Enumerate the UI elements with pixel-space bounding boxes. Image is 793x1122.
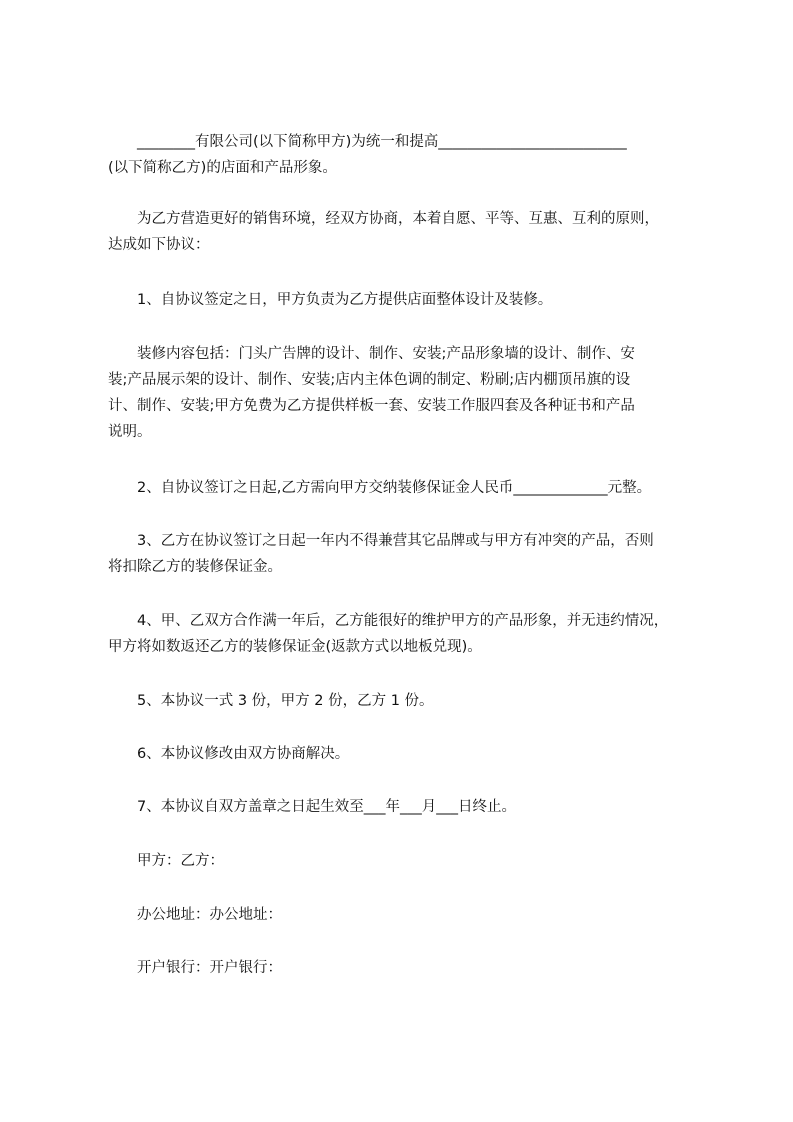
text-line: 1、自协议签定之日，甲方负责为乙方提供店面整体设计及装修。 <box>108 292 553 308</box>
text-line: 甲方将如数返还乙方的装修保证金(返款方式以地板兑现)。 <box>108 639 482 655</box>
text-line: 为乙方营造更好的销售环境，经双方协商，本着自愿、平等、互惠、互利的原则， <box>108 211 659 227</box>
clause-5 <box>108 688 708 714</box>
office-addresses <box>108 902 708 928</box>
text-line: 4、甲、乙双方合作满一年后，乙方能很好的维护甲方的产品形象，并无违约情况， <box>108 613 669 629</box>
clause-7 <box>108 794 708 820</box>
clause-1 <box>108 287 708 313</box>
text-line: 装修内容包括：门头广告牌的设计、制作、安装;产品形象墙的设计、制作、安 <box>108 346 635 362</box>
text-line: 计、制作、安装;甲方免费为乙方提供样板一套、安装工作服四套及各种证书和产品 <box>108 398 635 414</box>
text-line: 6、本协议修改由双方协商解决。 <box>108 746 350 762</box>
clause-6 <box>108 741 708 767</box>
text-line: 7、本协议自双方盖章之日起生效至___年___月___日终止。 <box>108 799 516 815</box>
clause-2 <box>108 475 708 501</box>
intro-paragraph <box>108 129 708 181</box>
renovation-contents-paragraph <box>108 341 708 445</box>
text-line: 办公地址：办公地址： <box>108 907 282 923</box>
text-line: ________有限公司(以下简称甲方)为统一和提高__________________________ <box>108 134 627 150</box>
purpose-paragraph <box>108 206 708 258</box>
text-line: 开户银行：开户银行： <box>108 960 282 976</box>
text-line: 将扣除乙方的装修保证金。 <box>108 559 282 575</box>
clause-4 <box>108 608 708 660</box>
text-line: 3、乙方在协议签订之日起一年内不得兼营其它品牌或与甲方有冲突的产品，否则 <box>108 533 654 549</box>
text-line: 装;产品展示架的设计、制作、安装;店内主体色调的制定、粉刷;店内棚顶吊旗的设 <box>108 372 631 388</box>
clause-3 <box>108 528 708 580</box>
text-line: (以下简称乙方)的店面和产品形象。 <box>108 160 337 176</box>
text-line: 2、自协议签订之日起,乙方需向甲方交纳装修保证金人民币_____________元整。 <box>108 480 652 496</box>
text-line: 达成如下协议： <box>108 237 210 253</box>
bank-accounts <box>108 955 708 981</box>
party-names <box>108 848 708 874</box>
text-line: 5、本协议一式 3 份，甲方 2 份，乙方 1 份。 <box>108 693 434 709</box>
text-line: 甲方：乙方： <box>108 853 224 869</box>
text-line: 说明。 <box>108 424 152 440</box>
